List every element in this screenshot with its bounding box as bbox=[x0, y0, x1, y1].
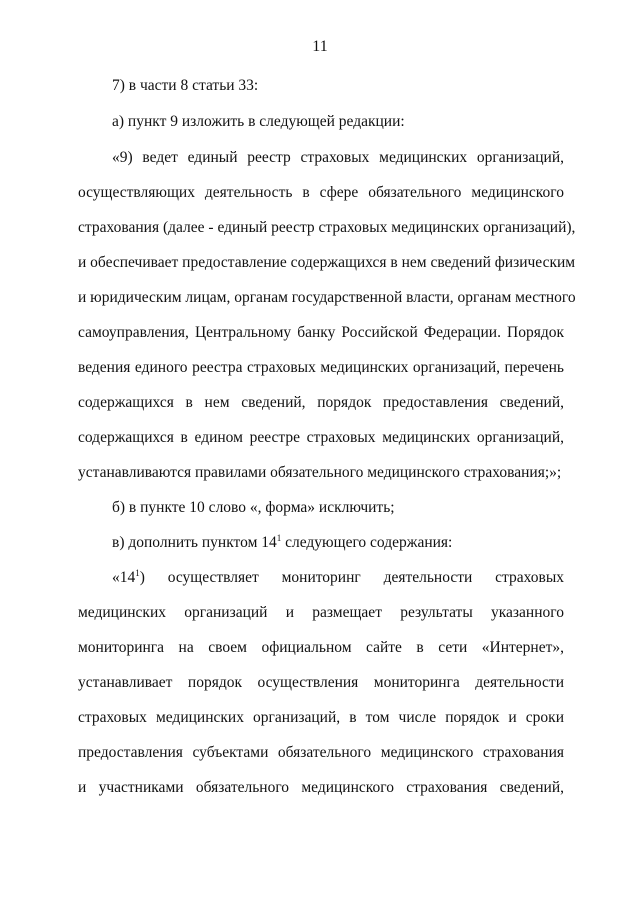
point9-line-9: содержащихся в едином реестре страховых медицинских организаций, bbox=[78, 429, 564, 446]
amendment-intro: 7) в части 8 статьи 33: bbox=[112, 77, 259, 94]
point14-line-6: предоставления субъектами обязательного медицинского страхования bbox=[78, 744, 564, 761]
point9-line-4: и обеспечивает предоставление содержащихся в нем сведений физическим bbox=[78, 254, 576, 271]
point14-line-5: страховых медицинских организаций, в том числе порядок и сроки bbox=[78, 709, 564, 726]
point14-number: «14 bbox=[112, 569, 136, 586]
point9-line-10: устанавливаются правилами обязательного медицинского страхования;»; bbox=[78, 464, 562, 481]
point14-line-7: и участниками обязательного медицинского страхования сведений, bbox=[78, 779, 564, 796]
point14-superscript: 1 bbox=[135, 567, 140, 578]
item-v-text-tail: следующего содержания: bbox=[281, 534, 453, 551]
item-v-text: в) дополнить пунктом 14 bbox=[112, 534, 277, 551]
item-b: б) в пункте 10 слово «, форма» исключить; bbox=[112, 499, 395, 516]
point9-line-6: самоуправления, Центральному банку Российской Федерации. Порядок bbox=[78, 324, 564, 341]
point14-line-3: мониторинга на своем официальном сайте в сети «Интернет», bbox=[78, 639, 564, 656]
point9-line-7: ведения единого реестра страховых медицинских организаций, перечень bbox=[78, 359, 564, 376]
point14-line-1-text: ) осуществляет мониторинг деятельности страховых bbox=[139, 569, 564, 586]
page-number: 11 bbox=[312, 38, 328, 55]
point9-line-5: и юридическим лицам, органам государственной власти, органам местного bbox=[78, 289, 576, 306]
item-v-superscript: 1 bbox=[276, 532, 282, 543]
item-v bbox=[112, 532, 564, 554]
point9-line-8: содержащихся в нем сведений, порядок предоставления сведений, bbox=[78, 394, 564, 411]
point14-line-4: устанавливает порядок осуществления мониторинга деятельности bbox=[78, 674, 564, 691]
point14-line-2: медицинских организаций и размещает результаты указанного bbox=[78, 604, 564, 621]
point9-line-2: осуществляющих деятельность в сфере обязательного медицинского bbox=[78, 184, 564, 201]
point14-line-1 bbox=[112, 567, 564, 589]
item-a: а) пункт 9 изложить в следующей редакции: bbox=[112, 113, 405, 130]
point9-line-1: «9) ведет единый реестр страховых медицинских организаций, bbox=[112, 149, 564, 166]
point9-line-3: страхования (далее - единый реестр страховых медицинских организаций), bbox=[78, 219, 576, 236]
